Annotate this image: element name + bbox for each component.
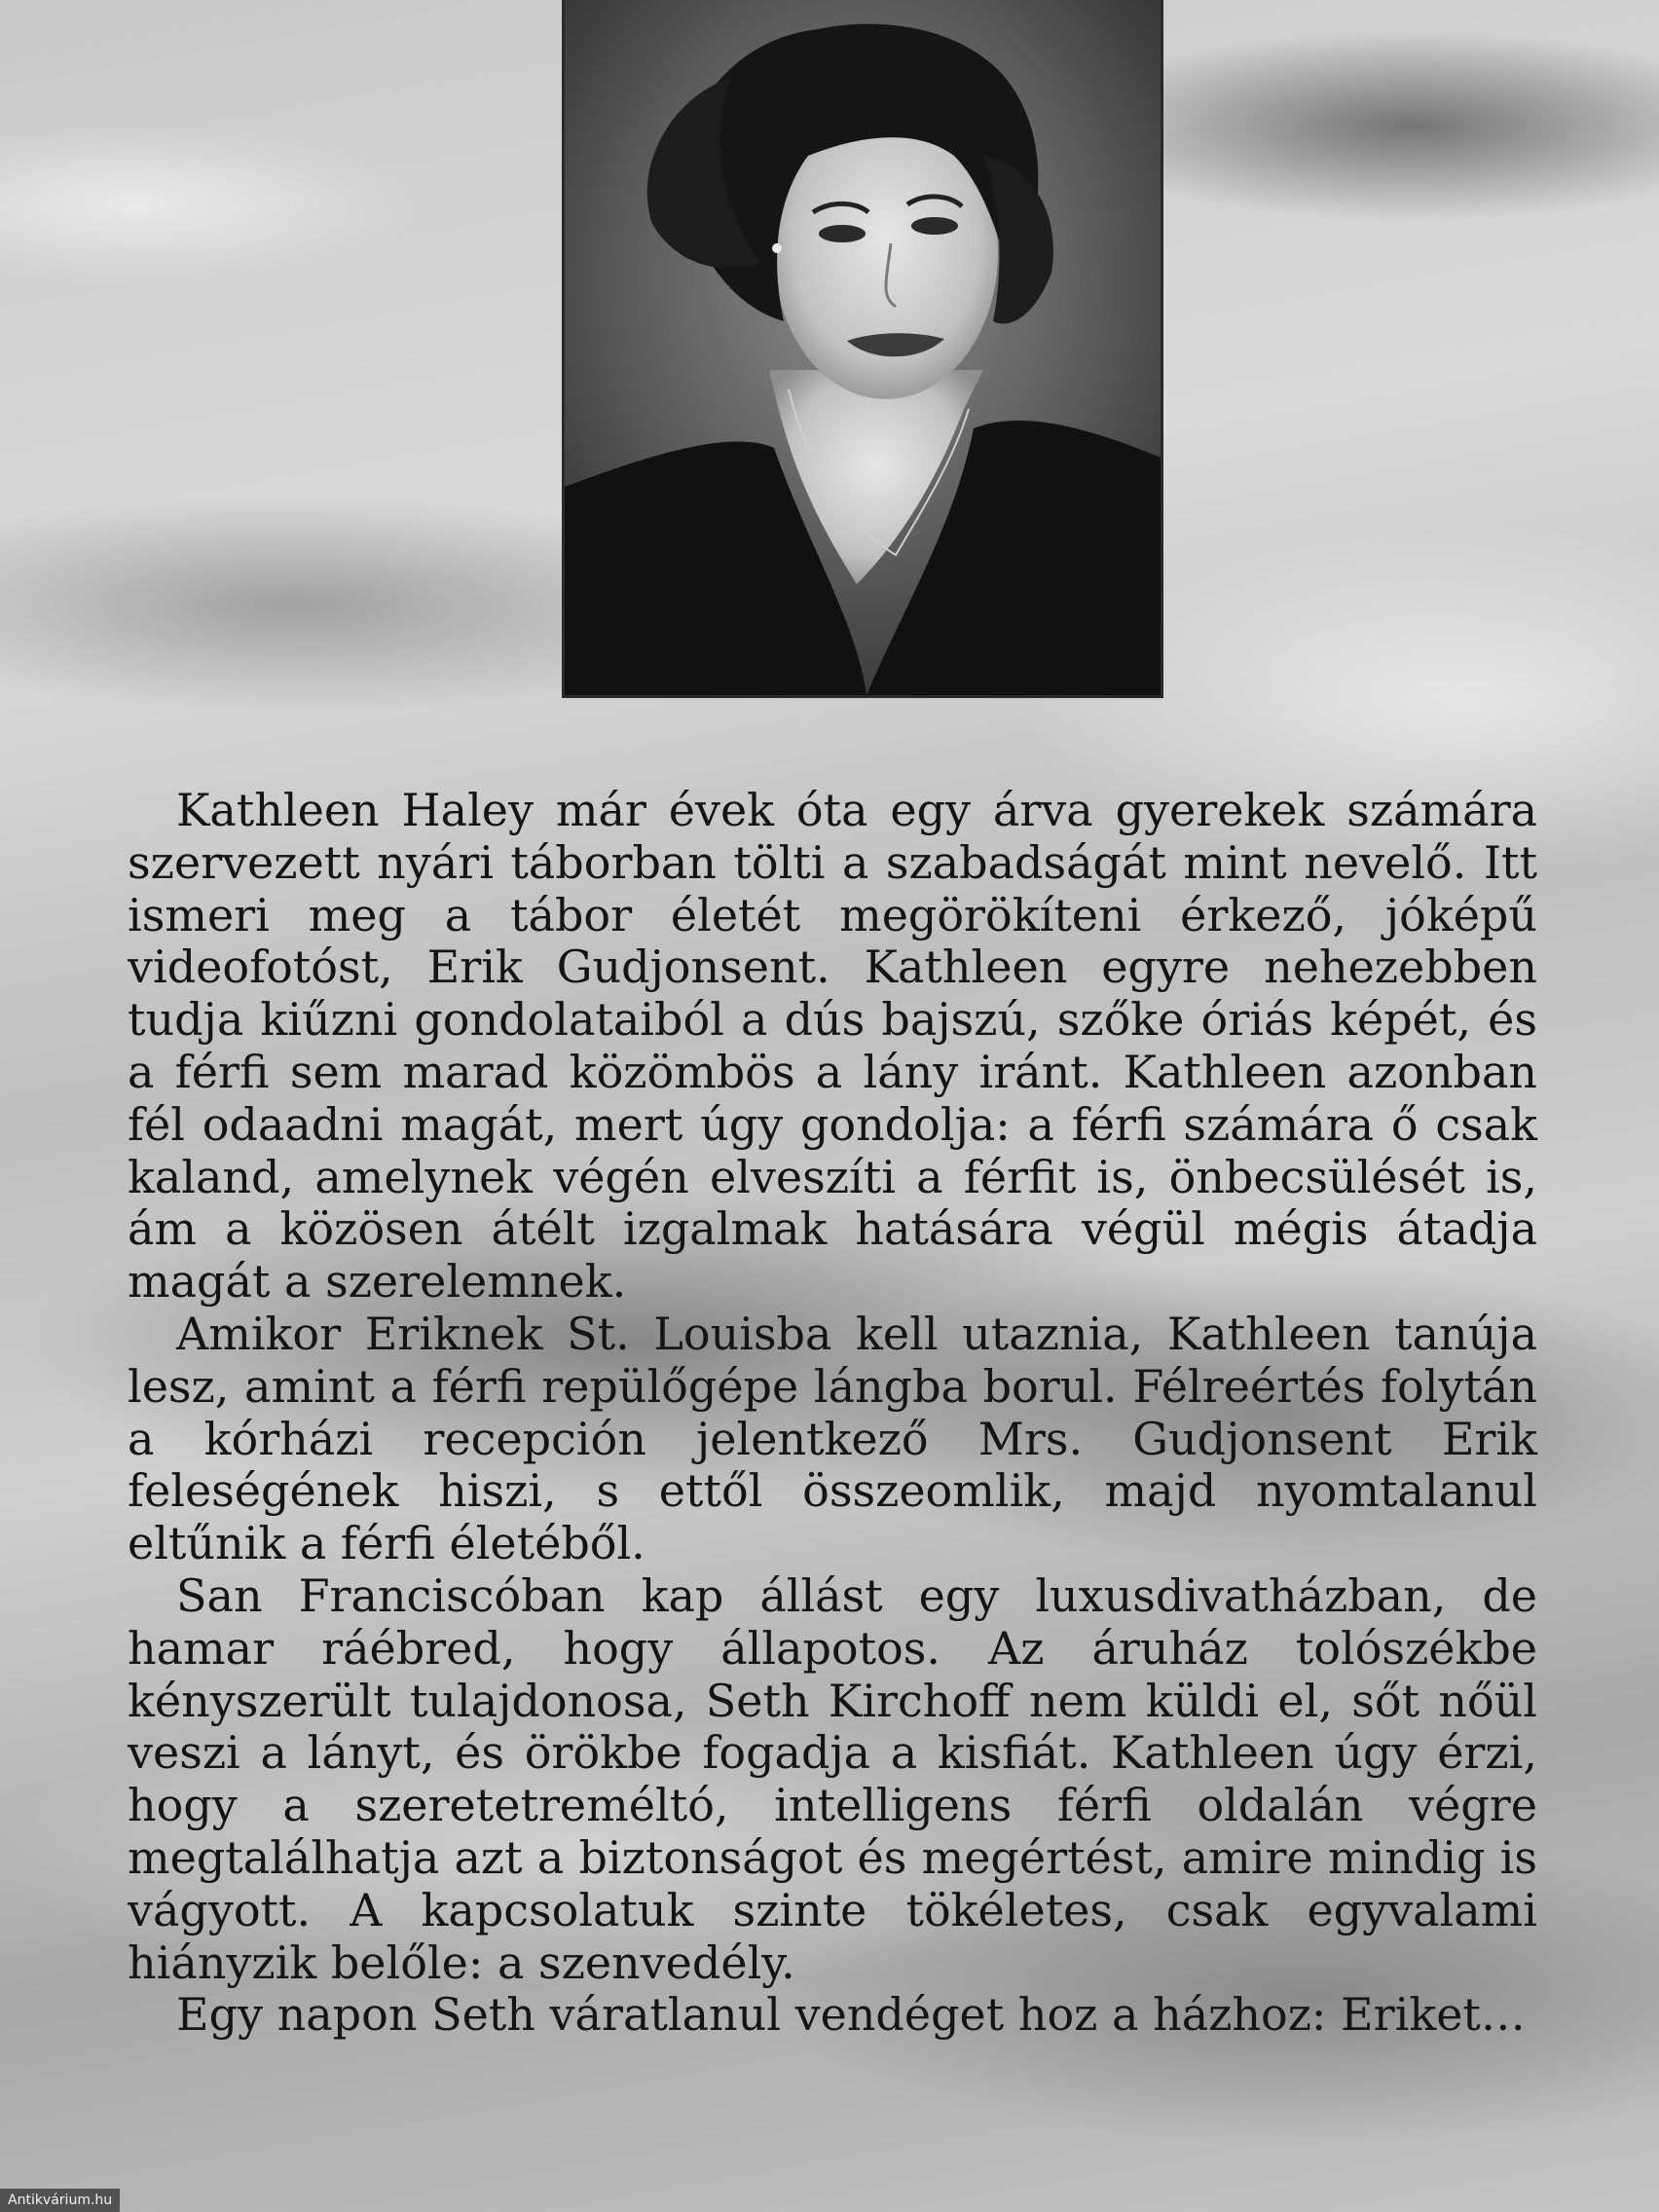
author-photo — [565, 0, 1161, 695]
blurb-paragraph: Amikor Eriknek St. Louisba kell utaznia, Kathleen tanúja lesz, amint a férfi repülőgépe lángba borul. Félreértés folytán a kórházi recepción jelentkező Mrs. Gudjonsent Erik feleségének hiszi, s ettől összeomlik, majd nyomtalanul eltűnik a férfi életéből. — [128, 1307, 1537, 1570]
blurb-paragraph: Kathleen Haley már évek óta egy árva gyerekek számára szervezett nyári táborban tölti a szabadságát mint nevelő. Itt ismeri meg a tábor életét megörökíteni érkező, jóképű videofotóst, Erik Gudjonsent. Kathleen egyre nehezebben tudja kiűzni gondolataiból a dús bajszú, szőke óriás képét, és a férfi sem marad közömbös a lány iránt. Kathleen azonban fél odaadni magát, mert úgy gondolja: a férfi számára ő csak kaland, amelynek végén elveszíti a férfit is, önbecsülését is, ám a közösen átélt izgalmak hatására végül mégis átadja magát a szerelemnek. — [128, 784, 1537, 1309]
book-blurb — [128, 785, 1537, 2042]
watermark: Antikvárium.hu — [0, 2189, 120, 2212]
author-portrait-image — [565, 0, 1161, 695]
blurb-paragraph: San Franciscóban kap állást egy luxusdivatházban, de hamar ráébred, hogy állapotos. Az áruház tolószékbe kényszerült tulajdonosa, Seth Kirchoff nem küldi el, sőt nőül veszi a lányt, és örökbe fogadja a kisfiát. Kathleen úgy érzi, hogy a szeretetreméltó, intelligens férfi oldalán végre megtalálhatja azt a biztonságot és megértést, amire mindig is vágyott. A kapcsolatuk szinte tökéletes, csak egyvalami hiányzik belőle: a szenvedély. — [128, 1568, 1537, 1989]
blurb-paragraph: Egy napon Seth váratlanul vendéget hoz a házhoz: Eriket… — [176, 1988, 1526, 2042]
